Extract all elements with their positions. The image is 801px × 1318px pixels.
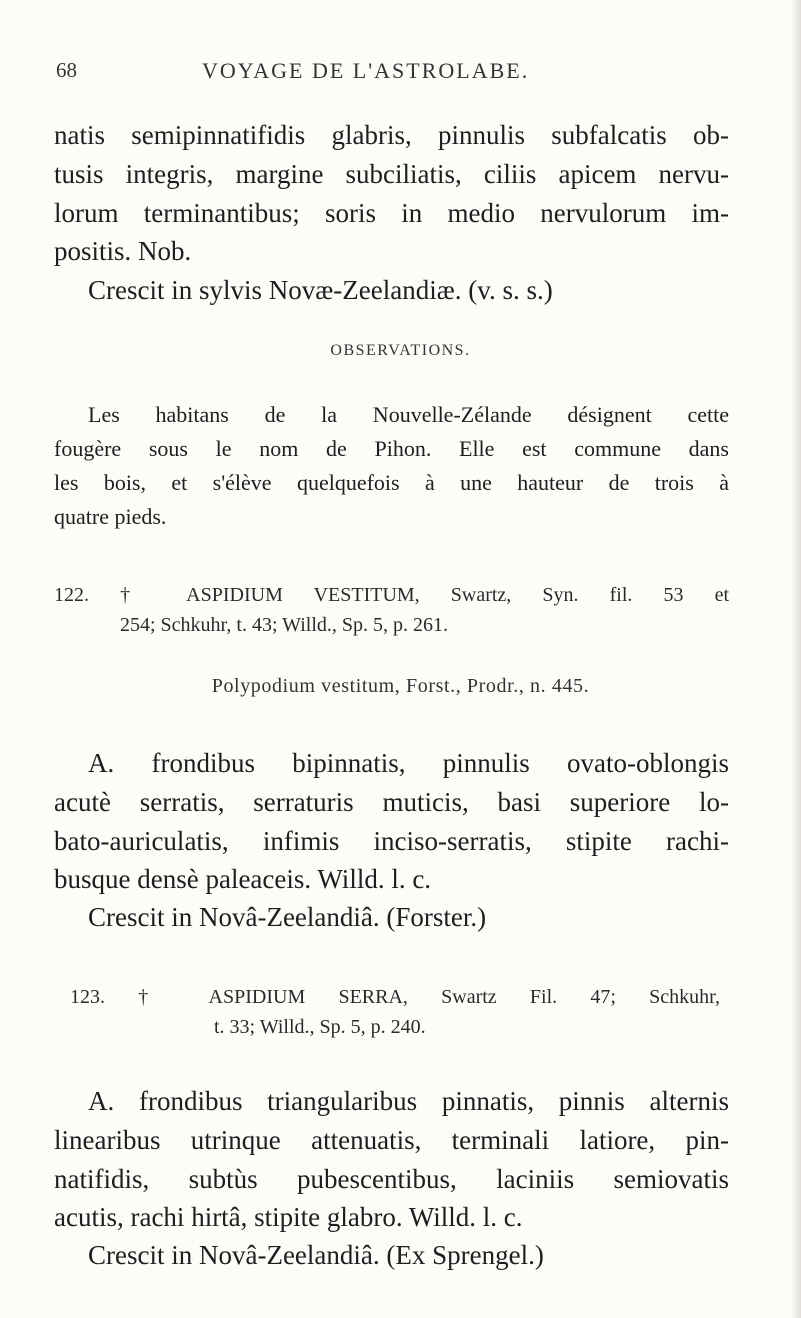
entry-reference: 254; Schkuhr, t. 43; Willd., Sp. 5, p. 261. xyxy=(120,614,449,636)
entry-heading: 123. † ASPIDIUM SERRA, Swartz Fil. 47; Schkuhr, xyxy=(70,986,720,1008)
text-line: quatre pieds. xyxy=(54,504,167,529)
entry-heading: 122. † ASPIDIUM VESTITUM, Swartz, Syn. fil. 53 et xyxy=(54,584,729,606)
text-line: linearibus utrinque attenuatis, terminali latiore, pin- xyxy=(54,1124,729,1155)
page-number: 68 xyxy=(56,58,77,82)
page-header xyxy=(52,58,724,88)
text-line: acutè serratis, serraturis muticis, basi superiore lo- xyxy=(54,786,729,817)
text-line: Les habitans de la Nouvelle-Zélande désignent cette xyxy=(88,402,729,427)
entry-reference: t. 33; Willd., Sp. 5, p. 240. xyxy=(214,1016,426,1038)
species-entry-123 xyxy=(70,982,720,1042)
synonym-line: Polypodium vestitum, Forst., Prodr., n. 445. xyxy=(211,675,590,697)
running-title: VOYAGE DE L'ASTROLABE. xyxy=(202,58,530,83)
text-line: A. frondibus triangularibus pinnatis, pinnis alternis xyxy=(88,1086,729,1116)
habitat-123 xyxy=(54,1236,729,1275)
text-line: fougère sous le nom de Pihon. Elle est commune dans xyxy=(54,436,729,461)
description-122 xyxy=(54,744,729,899)
text-line: bato-auriculatis, infimis inciso-serratis, stipite rachi- xyxy=(54,825,729,856)
text-line: les bois, et s'élève quelquefois à une hauteur de trois à xyxy=(54,470,729,495)
text-line: acutis, rachi hirtâ, stipite glabro. Willd. l. c. xyxy=(54,1202,523,1233)
habitat-line: Crescit in Novâ-Zeelandiâ. (Ex Sprengel.) xyxy=(88,1240,544,1270)
species-entry-122 xyxy=(54,580,729,640)
habitat-line: Crescit in Novâ-Zeelandiâ. (Forster.) xyxy=(88,902,487,932)
text-line: natifidis, subtùs pubescentibus, laciniis semiovatis xyxy=(54,1163,729,1194)
page-edge-shadow xyxy=(791,0,801,1318)
habitat-line: Crescit in sylvis Novæ-Zeelandiæ. (v. s. s.) xyxy=(88,275,553,305)
text-line: lorum terminantibus; soris in medio nervulorum im- xyxy=(54,197,729,228)
continuation-paragraph xyxy=(54,116,729,271)
text-line: tusis integris, margine subciliatis, ciliis apicem nervu- xyxy=(54,158,729,189)
text-line: busque densè paleaceis. Willd. l. c. xyxy=(54,864,432,895)
observations-paragraph xyxy=(54,398,729,534)
text-line: positis. Nob. xyxy=(54,236,192,267)
text-line: natis semipinnatifidis glabris, pinnulis subfalcatis ob- xyxy=(54,120,729,150)
habitat-note xyxy=(54,271,729,310)
text-line: A. frondibus bipinnatis, pinnulis ovato-oblongis xyxy=(88,748,729,778)
observations-heading: OBSERVATIONS. xyxy=(330,342,471,359)
description-123 xyxy=(54,1082,729,1237)
habitat-122 xyxy=(54,898,729,937)
